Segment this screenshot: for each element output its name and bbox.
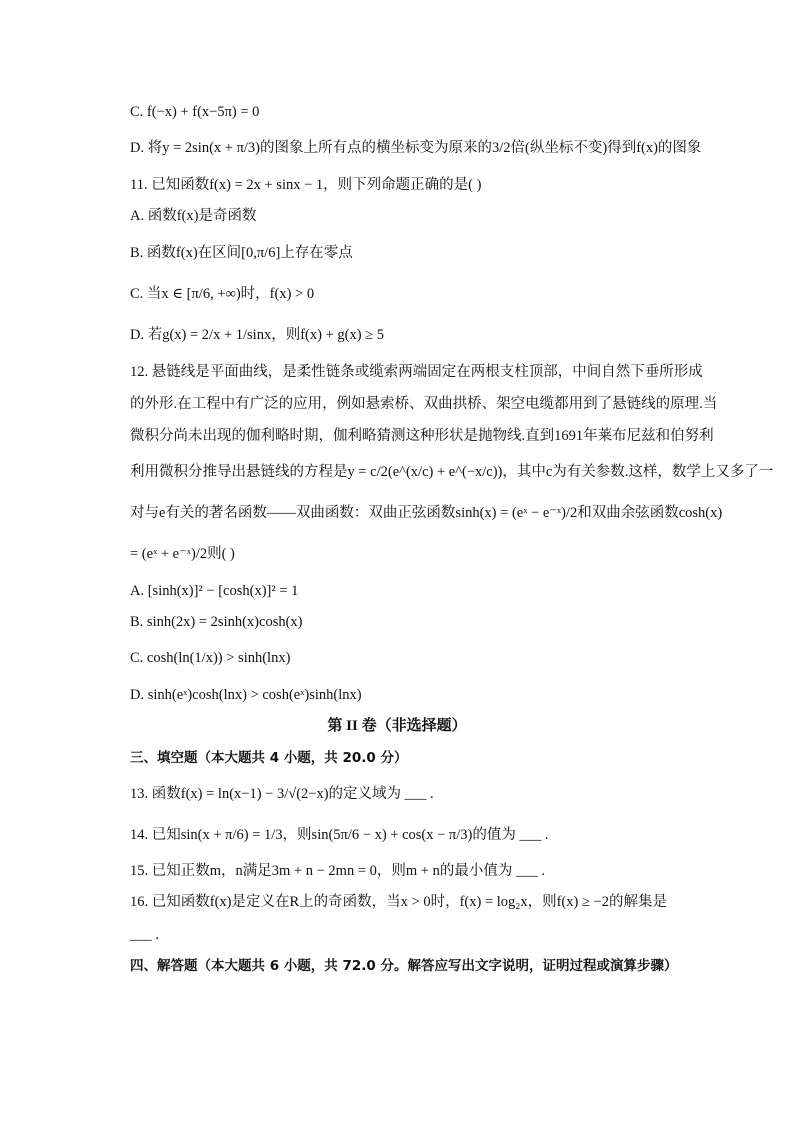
q14: 14. 已知sin(x + π/6) = 1/3，则sin(5π/6 − x) + cos(x − π/3)的值为 ___ . [130,827,549,843]
q12-stem-line3: 微积分尚未出现的伽利略时期，伽利略猜测这种形状是抛物线.直到1691年莱布尼兹和伯努利 [130,428,714,444]
q16-line1: 16. 已知函数f(x)是定义在R上的奇函数，当x > 0时，f(x) = log₂x，则f(x) ≥ −2的解集是 [130,894,667,910]
q12-stem-line4: 利用微积分推导出悬链线的方程是y = c/2(e^(x/c) + e^(−x/c))，其中c为有关参数.这样，数学上又多了一 [130,464,774,480]
section-four-heading: 四、解答题（本大题共 6 小题，共 72.0 分。解答应写出文字说明，证明过程或演算步骤） [130,958,678,974]
section-three-heading: 三、填空题（本大题共 4 小题，共 20.0 分） [130,750,408,766]
q12-option-c: C. cosh(ln(1/x)) > sinh(lnx) [130,650,291,666]
q11-stem: 11. 已知函数f(x) = 2x + sinx − 1，则下列命题正确的是( ) [130,177,482,193]
q12-option-a: A. [sinh(x)]² − [cosh(x)]² = 1 [130,583,299,599]
q15: 15. 已知正数m，n满足3m + n − 2mn = 0，则m + n的最小值为 ___ . [130,863,545,879]
part-two-title: 第 II 卷（非选择题） [327,718,467,734]
q11-option-a: A. 函数f(x)是奇函数 [130,208,257,224]
q16-line2: ___ . [130,927,159,943]
q11-option-c: C. 当x ∈ [π/6, +∞)时，f(x) > 0 [130,286,315,302]
q12-stem-line5: 对与e有关的著名函数——双曲函数：双曲正弦函数sinh(x) = (eˣ − e⁻ˣ)/2和双曲余弦函数cosh(x) [130,505,723,521]
q12-stem-line2: 的外形.在工程中有广泛的应用，例如悬索桥、双曲拱桥、架空电缆都用到了悬链线的原理.当 [130,396,718,412]
q13: 13. 函数f(x) = ln(x−1) − 3/√(2−x)的定义域为 ___ . [130,786,434,802]
q12-stem-line1: 12. 悬链线是平面曲线，是柔性链条或缆索两端固定在两根支柱顶部，中间自然下垂所形成 [130,364,703,380]
q11-option-b: B. 函数f(x)在区间[0,π/6]上存在零点 [130,245,353,261]
q11-option-d: D. 若g(x) = 2/x + 1/sinx，则f(x) + g(x) ≥ 5 [130,327,384,343]
q10-option-c: C. f(−x) + f(x−5π) = 0 [130,104,260,120]
q12-option-b: B. sinh(2x) = 2sinh(x)cosh(x) [130,614,303,630]
q12-stem-line6: = (eˣ + e⁻ˣ)/2则( ) [130,546,235,562]
q12-option-d: D. sinh(eˣ)cosh(lnx) > cosh(eˣ)sinh(lnx) [130,687,362,703]
q10-option-d: D. 将y = 2sin(x + π/3)的图象上所有点的横坐标变为原来的3/2倍(纵坐标不变)得到f(x)的图象 [130,140,702,156]
